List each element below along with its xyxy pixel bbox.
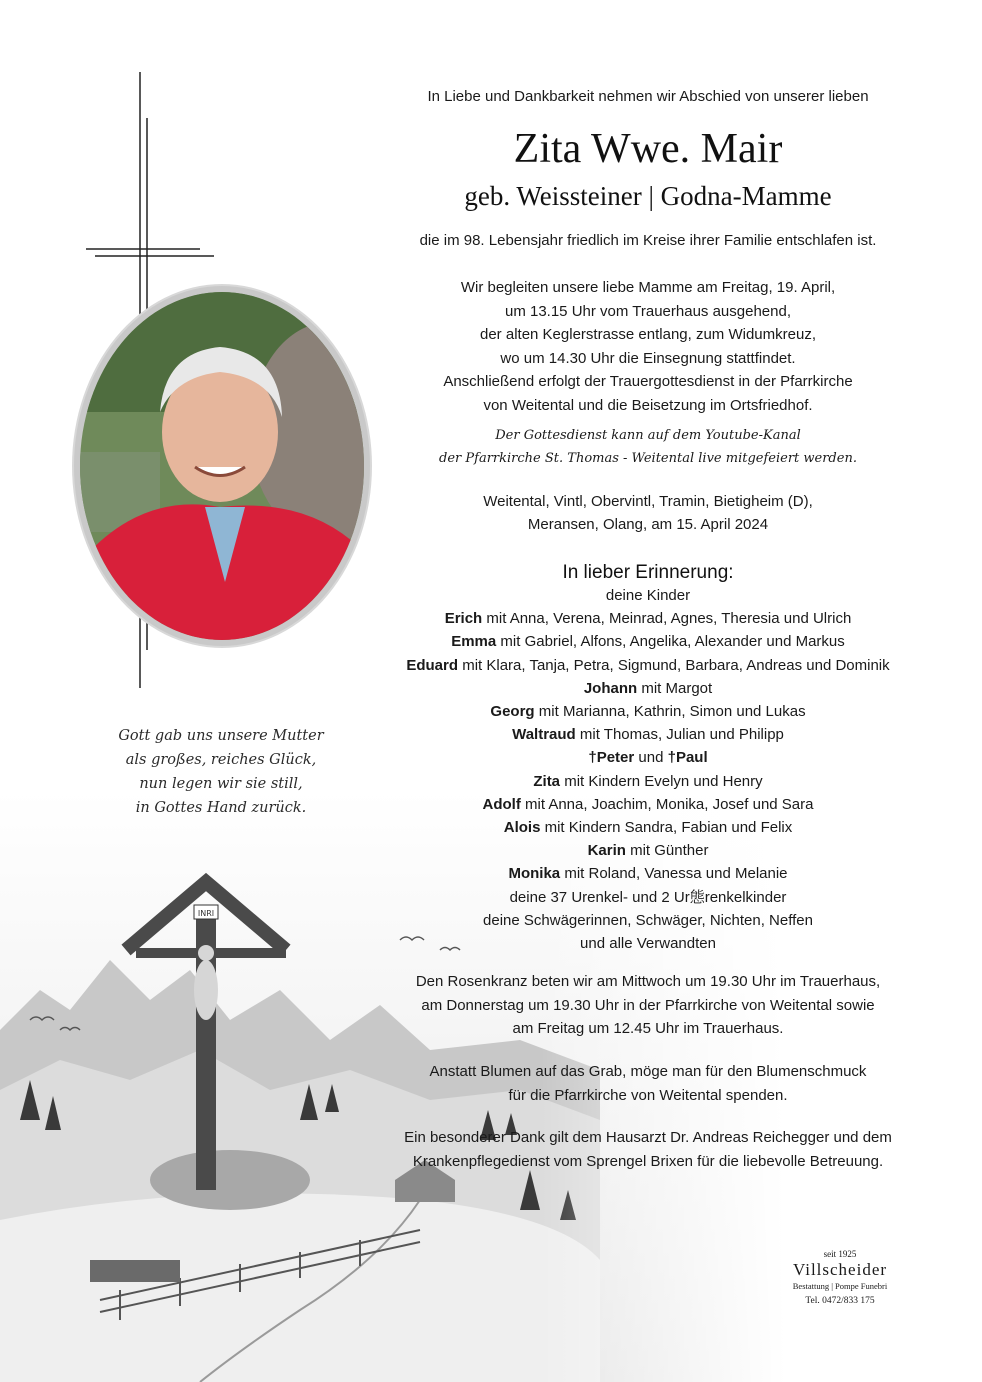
family-line: [370, 886, 926, 909]
family-line: [370, 793, 926, 816]
places-line: Meransen, Olang, am 15. April 2024: [527, 516, 769, 533]
family-line-rest: mit Gabriel, Alfons, Angelika, Alexander und Markus: [496, 633, 845, 651]
family-list: [370, 584, 926, 955]
family-line-bold: Erich: [444, 610, 483, 628]
family-line: [370, 862, 926, 885]
funeral-line: von Weitental und die Beisetzung im Ortsfriedhof.: [483, 396, 813, 414]
family-line-rest: mit Roland, Vanessa und Melanie: [560, 865, 788, 883]
livestream-line: der Pfarrkirche St. Thomas - Weitental live mitgefeiert werden.: [439, 451, 857, 466]
family-line-rest: deine Schwägerinnen, Schwäger, Nichten, Neffen: [483, 911, 813, 929]
family-line: [370, 654, 926, 677]
family-line-rest: und: [634, 749, 668, 767]
family-line-rest: mit Günther: [625, 842, 709, 860]
family-line-rest: mit Margot: [637, 679, 713, 697]
poem: [86, 724, 356, 820]
family-line-bold: †Peter: [588, 749, 635, 767]
family-line: [370, 630, 926, 653]
thanks-line: Ein besonderer Dank gilt dem Hausarzt Dr. Andreas Reichegger und dem: [404, 1129, 892, 1146]
family-line-bold: Waltraud: [512, 726, 576, 744]
flowers-line: für die Pfarrkirche von Weitental spenden.: [508, 1086, 788, 1104]
family-line-rest: mit Anna, Verena, Meinrad, Agnes, Theresia und Ulrich: [482, 610, 852, 628]
family-line-rest: mit Anna, Joachim, Monika, Josef und Sara: [520, 795, 814, 813]
family-line: [370, 816, 926, 839]
poem-line: nun legen wir sie still,: [139, 776, 303, 792]
family-line: [370, 909, 926, 932]
family-line-bold: Monika: [508, 865, 561, 883]
logo-since: seit 1925: [823, 1249, 857, 1259]
rosary-line: am Freitag um 12.45 Uhr im Trauerhaus.: [512, 1020, 784, 1037]
livestream-note: [370, 424, 926, 470]
poem-line: in Gottes Hand zurück.: [135, 800, 307, 816]
family-line-bold: Johann: [583, 679, 638, 697]
thanks-note: [370, 1126, 926, 1173]
family-line-rest: mit Kindern Evelyn und Henry: [560, 772, 763, 790]
funeral-line: wo um 14.30 Uhr die Einsegnung stattfindet.: [500, 349, 796, 367]
funeral-line: Wir begleiten unsere liebe Mamme am Freitag, 19. April,: [460, 279, 836, 296]
flowers-line: Anstatt Blumen auf das Grab, möge man für den Blumenschmuck: [429, 1063, 867, 1080]
family-line-rest: und alle Verwandten: [580, 935, 716, 953]
logo-subtitle: Bestattung | Pompe Funebri: [792, 1281, 888, 1291]
family-line-rest: deine Kinder: [605, 587, 691, 604]
funeral-line: um 13.15 Uhr vom Trauerhaus ausgehend,: [504, 302, 791, 320]
family-line-rest: mit Kindern Sandra, Fabian und Felix: [540, 819, 793, 837]
rosary-details: [370, 970, 926, 1041]
funeral-details: [370, 276, 926, 417]
poem-line: als großes, reiches Glück,: [125, 752, 317, 768]
family-line-bold: Alois: [503, 819, 541, 837]
rosary-line: Den Rosenkranz beten wir am Mittwoch um 19.30 Uhr im Trauerhaus,: [415, 973, 881, 990]
portrait-photo-frame: [74, 286, 370, 646]
memory-heading: In lieber Erinnerung:: [562, 562, 734, 583]
funeral-line: der alten Keglerstrasse entlang, zum Widumkreuz,: [480, 326, 816, 343]
family-line: [370, 932, 926, 955]
thanks-line: Krankenpflegedienst vom Sprengel Brixen für die liebevolle Betreuung.: [412, 1152, 884, 1170]
family-line-bold: Emma: [451, 633, 497, 651]
family-line-rest: mit Marianna, Kathrin, Simon und Lukas: [534, 703, 806, 721]
family-line-rest: mit Thomas, Julian und Philipp: [575, 726, 784, 744]
family-line-rest: deine 37 Urenkel- und 2 Ur態renkelkinder: [509, 888, 787, 906]
logo-name: Villscheider: [792, 1260, 888, 1279]
family-line-bold: Georg: [490, 703, 535, 721]
family-line: [370, 607, 926, 630]
poem-line: Gott gab uns unsere Mutter: [118, 728, 324, 744]
family-line: [370, 584, 926, 607]
intro-text: In Liebe und Dankbarkeit nehmen wir Abschied von unserer lieben: [427, 88, 869, 105]
family-line: [370, 770, 926, 793]
death-statement: die im 98. Lebensjahr friedlich im Kreise ihrer Familie entschlafen ist.: [419, 232, 877, 249]
family-line-bold: Eduard: [406, 656, 459, 674]
livestream-line: Der Gottesdienst kann auf dem Youtube-Kanal: [495, 428, 801, 443]
funeral-line: Anschließend erfolgt der Trauergottesdienst in der Pfarrkirche: [443, 373, 853, 390]
logo-telephone: Tel. 0472/833 175: [805, 1296, 875, 1306]
deceased-name: Zita Wwe. Mair: [513, 126, 783, 172]
family-line-bold: Karin: [587, 842, 626, 860]
portrait-photo: [80, 292, 364, 640]
places-and-date: [370, 490, 926, 536]
maiden-name: geb. Weissteiner | Godna-Mamme: [464, 181, 832, 211]
family-line: [370, 677, 926, 700]
family-line: [370, 723, 926, 746]
places-line: Weitental, Vintl, Obervintl, Tramin, Bietigheim (D),: [483, 493, 813, 510]
flowers-note: [370, 1060, 926, 1107]
family-line: [370, 746, 926, 769]
rosary-line: am Donnerstag um 19.30 Uhr in der Pfarrkirche von Weitental sowie: [421, 996, 875, 1014]
family-line-rest: mit Klara, Tanja, Petra, Sigmund, Barbara, Andreas und Dominik: [458, 656, 890, 674]
family-line-bold: Zita: [533, 772, 561, 790]
family-line-bold: Adolf: [482, 795, 521, 813]
undertaker-logo: [760, 1248, 920, 1309]
family-line-bold: †Paul: [667, 749, 708, 767]
family-line: [370, 839, 926, 862]
family-line: [370, 700, 926, 723]
